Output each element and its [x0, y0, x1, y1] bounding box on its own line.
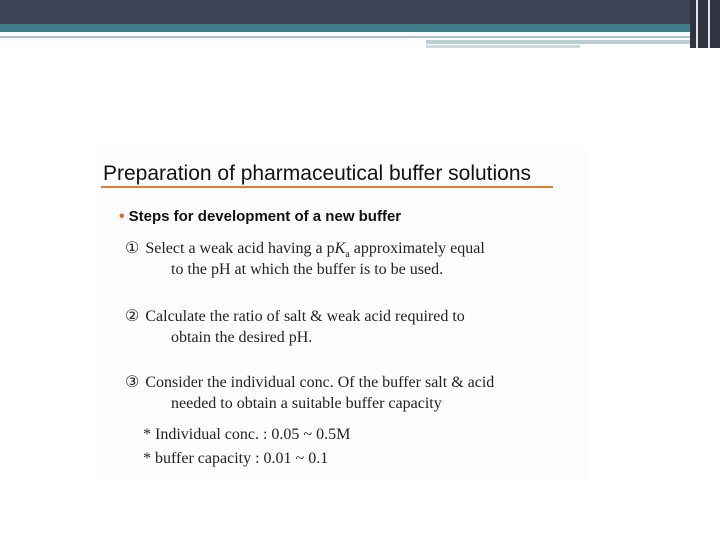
note-individual-conc: * Individual conc. : 0.05 ~ 0.5M	[143, 426, 351, 443]
step-2	[125, 306, 465, 348]
bullet-icon: •	[119, 208, 125, 225]
note-buffer-capacity: * buffer capacity : 0.01 ~ 0.1	[143, 450, 329, 467]
step-text: a	[345, 249, 350, 261]
step-text: to the pH at which the buffer is to be used.	[171, 261, 444, 278]
bullet-text: Steps for development of a new buffer	[128, 208, 402, 225]
step-text: Select a weak acid having a p	[145, 240, 335, 257]
step-text: Consider the individual conc. Of the buffer salt & acid	[145, 374, 495, 391]
step-1	[125, 238, 485, 280]
step-text: approximately equal	[349, 240, 485, 257]
corner-stripe	[696, 0, 698, 48]
header-rule	[0, 36, 690, 38]
step-number: ②	[125, 308, 140, 325]
slide-title: Preparation of pharmaceutical buffer solutions	[103, 162, 532, 185]
step-number: ①	[125, 240, 140, 257]
title-underline	[101, 186, 553, 188]
header-rule	[426, 40, 690, 44]
step-number: ③	[125, 374, 140, 391]
step-text: needed to obtain a suitable buffer capacity	[171, 395, 442, 412]
step-text: K	[334, 240, 346, 257]
step-text: Calculate the ratio of salt & weak acid required to	[145, 308, 465, 325]
step-text: obtain the desired pH.	[171, 329, 313, 346]
bullet-heading	[119, 208, 401, 226]
header-dark-band	[0, 0, 720, 24]
header-corner-block	[690, 0, 720, 48]
step-3	[125, 372, 494, 414]
slide-content-image	[97, 150, 587, 480]
header-rule	[426, 45, 580, 48]
header-teal-band	[0, 24, 720, 32]
corner-stripe	[708, 0, 710, 48]
